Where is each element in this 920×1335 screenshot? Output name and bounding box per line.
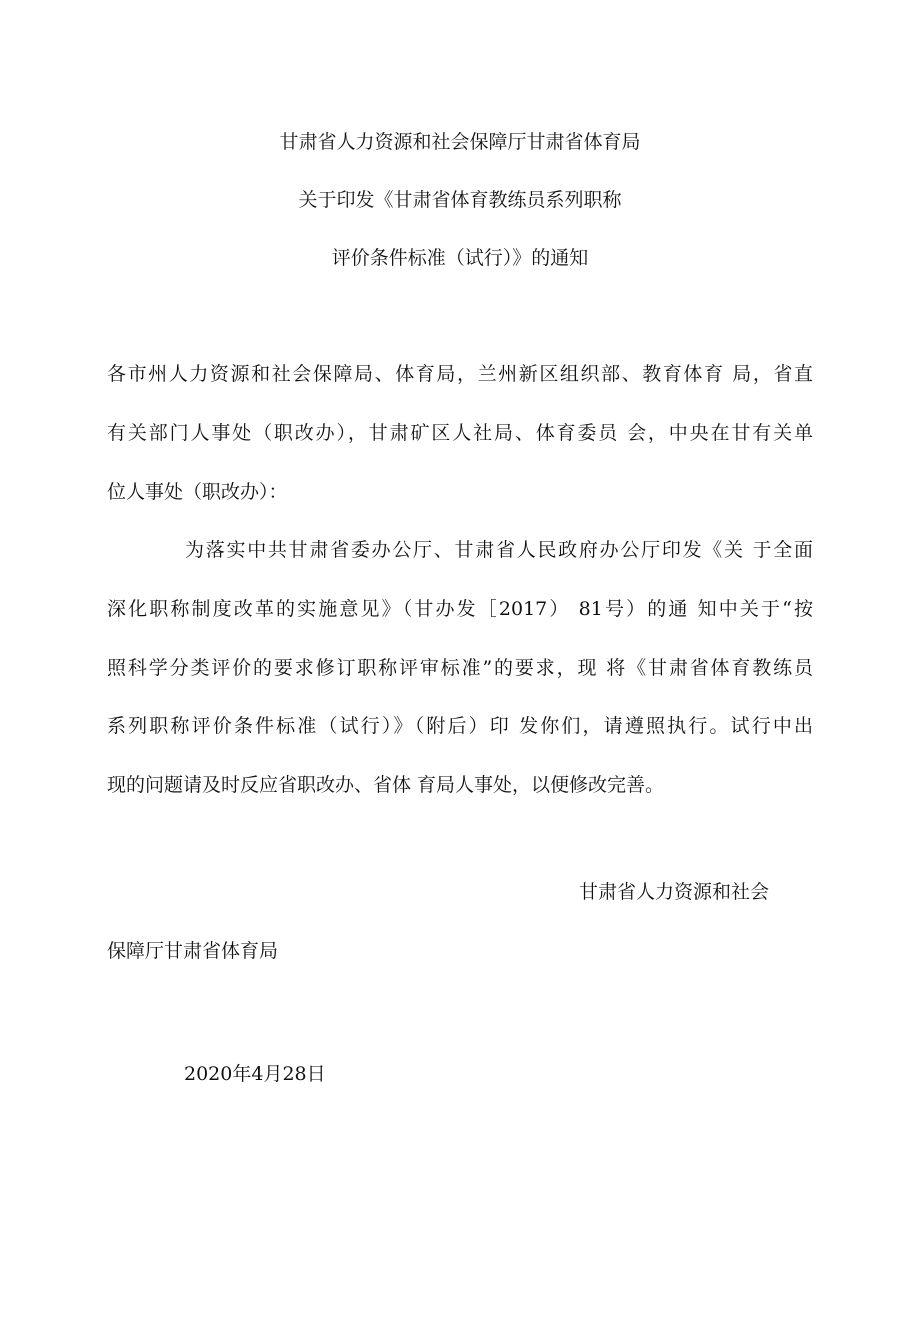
addressee-line-3: 位人事处（职改办）： — [107, 481, 288, 503]
signature-line-1: 甘肃省人力资源和社会 — [579, 881, 770, 903]
body-paragraph-line-4: 系列职称评价条件标准（试行）》（附后）印 发你们，请遵照执行。试行中出 — [107, 715, 813, 737]
document-title-line-1: 甘肃省人力资源和社会保障厅甘肃省体育局 — [279, 131, 641, 153]
body-paragraph-line-2: 深化职称制度改革的实施意见》（甘办发［2017） 81号）的通 知中关于“按 — [107, 598, 813, 620]
signature-line-2: 保障厅甘肃省体育局 — [107, 940, 279, 962]
addressee-line-2: 有关部门人事处（职改办），甘肃矿区人社局、体育委员 会，中央在甘有关单 — [107, 422, 813, 444]
document-title-line-2: 关于印发《甘肃省体育教练员系列职称 — [298, 189, 622, 211]
addressee-line-1: 各市州人力资源和社会保障局、体育局，兰州新区组织部、教育体育 局，省直 — [107, 363, 813, 385]
document-title-line-3: 评价条件标准（试行）》的通知 — [331, 247, 589, 269]
document-date: 2020年4月28日 — [184, 1063, 326, 1085]
body-paragraph-line-3: 照科学分类评价的要求修订职称评审标准”的要求，现 将《甘肃省体育教练员 — [107, 657, 813, 679]
body-paragraph-line-5: 现的问题请及时反应省职改办、省体 育局人事处，以便修改完善。 — [107, 774, 665, 796]
body-paragraph-line-1: 为落实中共甘肃省委办公厅、甘肃省人民政府办公厅印发《关 于全面 — [185, 539, 813, 561]
